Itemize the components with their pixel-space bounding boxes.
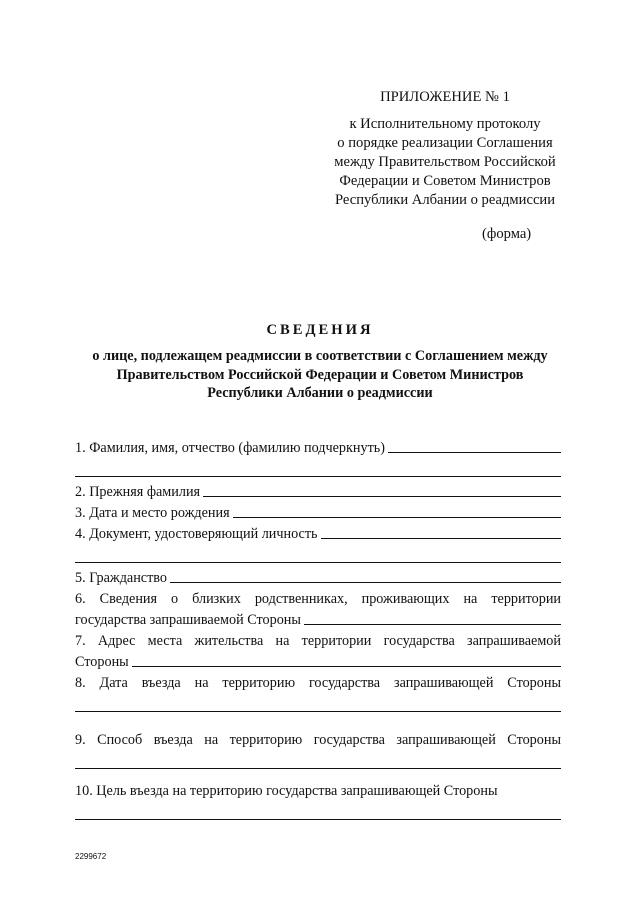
field-full-name [75,436,561,457]
subtitle-line: Республики Албании о реадмиссии [207,385,433,401]
appendix-line: о порядке реализации Соглашения [337,135,553,151]
field-label: 8. Дата въезда на территорию государства запрашивающей Стороны [75,675,561,691]
field-full-name-continuation [75,457,561,480]
field-label: 6. Сведения о близких родственниках, проживающих на территории [75,591,561,607]
field-label: 7. Адрес места жительства на территории государства запрашиваемой [75,633,561,649]
appendix-number: ПРИЛОЖЕНИЕ № 1 [380,89,510,105]
field-residence-address [75,629,561,650]
field-previous-surname [75,480,561,501]
full-name-input-line-2[interactable] [75,472,561,477]
field-label: 9. Способ въезда на территорию государства запрашивающей Стороны [75,732,561,748]
entry-purpose-input-line[interactable] [75,815,561,820]
citizenship-input-line[interactable] [170,578,561,583]
identity-document-input-line-2[interactable] [75,558,561,563]
residence-address-input-line[interactable] [132,662,561,667]
identity-document-input-line[interactable] [321,534,561,539]
field-entry-date [75,671,561,692]
full-name-input-line[interactable] [388,448,561,453]
document-code: 2299672 [75,852,107,861]
entry-date-input-line[interactable] [75,707,561,712]
field-citizenship [75,566,561,587]
previous-surname-input-line[interactable] [203,492,561,497]
field-birth-date-place [75,501,561,522]
field-label: 1. Фамилия, имя, отчество (фамилию подчеркнуть) [75,440,385,456]
subtitle-line: о лице, подлежащем реадмиссии в соответствии с Соглашением между [92,348,548,364]
appendix-line: между Правительством Российской [334,154,556,170]
field-entry-purpose [75,772,561,800]
field-identity-document [75,522,561,543]
appendix-line: к Исполнительному протоколу [349,116,541,132]
appendix-line: Республики Албании о реадмиссии [334,192,556,208]
field-residence-address-continuation [75,650,561,671]
document-title: СВЕДЕНИЯ [266,322,374,338]
field-relatives-continuation [75,608,561,629]
relatives-input-line[interactable] [304,620,561,625]
form-mark: (форма) [482,226,532,242]
field-relatives [75,587,561,608]
field-entry-purpose-continuation [75,800,561,823]
appendix-line: Федерации и Советом Министров [339,173,551,189]
field-label: 10. Цель въезда на территорию государства запрашивающей Стороны [75,783,498,799]
entry-method-input-line[interactable] [75,764,561,769]
field-label: 5. Гражданство [75,570,167,586]
field-label: 3. Дата и место рождения [75,505,230,521]
field-entry-method-continuation [75,749,561,772]
field-entry-date-continuation [75,692,561,715]
field-entry-method [75,715,561,749]
field-label: Стороны [75,654,129,670]
field-label: 4. Документ, удостоверяющий личность [75,526,318,542]
field-label: 2. Прежняя фамилия [75,484,201,500]
field-identity-document-continuation [75,543,561,566]
field-label: государства запрашиваемой Стороны [75,612,301,628]
document-subtitle [40,347,600,403]
subtitle-line: Правительством Российской Федерации и Советом Министров [116,366,524,383]
birth-date-place-input-line[interactable] [233,513,561,518]
form-fields [75,436,561,823]
appendix-header [300,88,590,210]
